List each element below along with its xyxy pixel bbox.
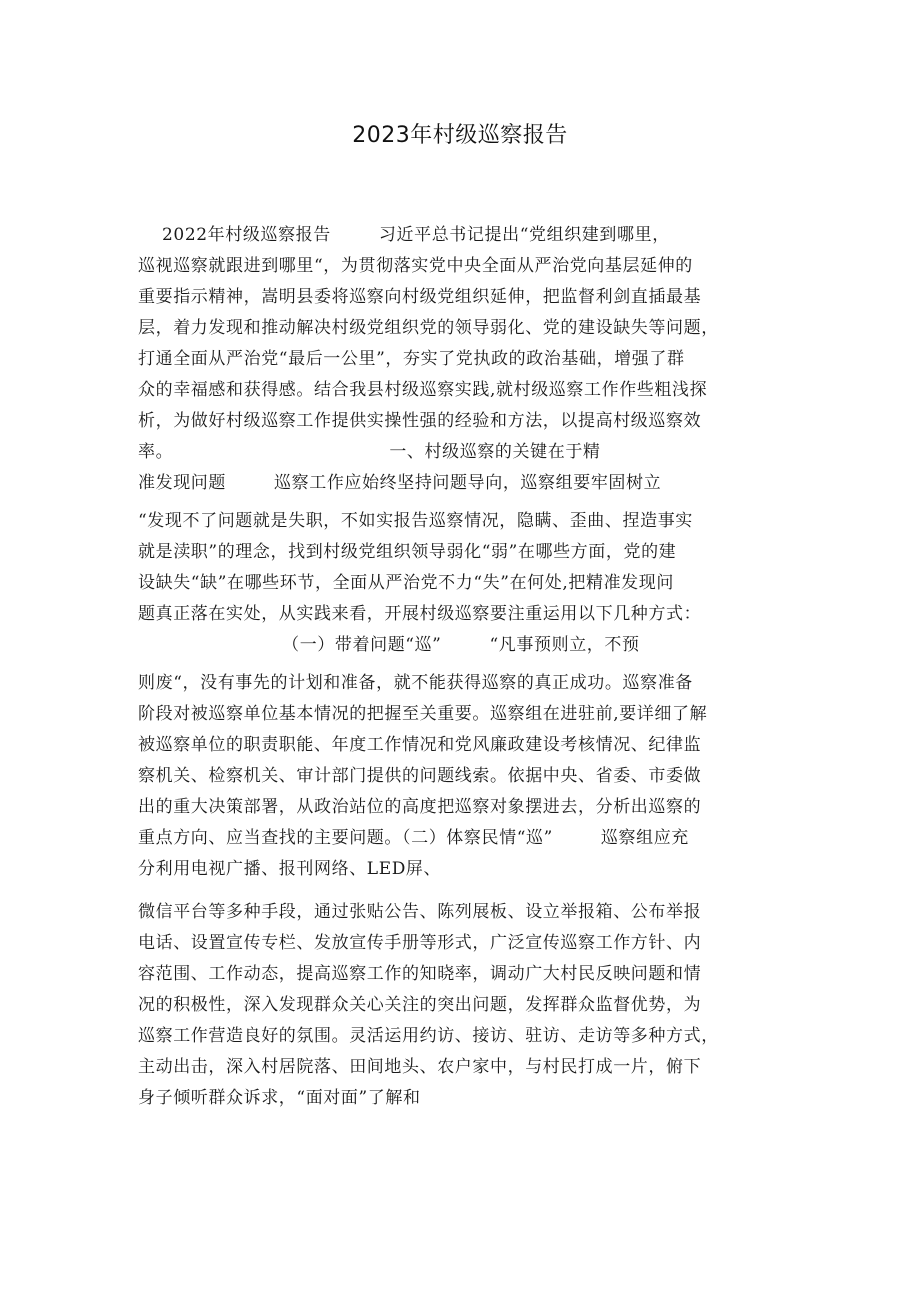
body-line: 率。 一、村级巡察的关键在于精 <box>138 442 601 462</box>
document-title: 2023年村级巡察报告 <box>352 123 568 148</box>
document-body <box>138 220 788 1114</box>
body-line: 巡察工作营造良好的氛围。灵活运用约访、接访、驻访、走访等多种方式， <box>138 1026 719 1046</box>
body-line: 重要指示精神，嵩明县委将巡察向村级党组织延伸，把监督利剑直插最基 <box>138 287 702 307</box>
body-line: 析，为做好村级巡察工作提供实操性强的经验和方法，以提高村级巡察效 <box>138 411 702 431</box>
body-line: 被巡察单位的职责职能、年度工作情况和党风廉政建设考核情况、纪律监 <box>138 735 702 755</box>
body-line: 就是渎职”的理念，找到村级党组织领导弱化“弱”在哪些方面，党的建 <box>138 542 677 562</box>
body-line: 微信平台等多种手段，通过张贴公告、陈列展板、设立举报箱、公布举报 <box>138 902 702 922</box>
body-line: 电话、设置宣传专栏、发放宣传手册等形式，广泛宣传巡察工作方针、内 <box>138 933 702 953</box>
body-line: 则废“，没有事先的计划和准备，就不能获得巡察的真正成功。巡察准备 <box>138 673 693 693</box>
body-line: 重点方向、应当查找的主要问题。（二）体察民情“巡” 巡察组应充 <box>138 828 689 848</box>
body-line: 容范围、工作动态，提高巡察工作的知晓率，调动广大村民反映问题和情 <box>138 964 702 984</box>
body-line: 准发现问题 巡察工作应始终坚持问题导向，巡察组要牢固树立 <box>138 473 662 493</box>
body-line: 身子倾听群众诉求，“面对面”了解和 <box>138 1088 421 1108</box>
body-line: 巡视巡察就跟进到哪里“，为贯彻落实党中央全面从严治党向基层延伸的 <box>138 256 693 276</box>
body-line: 察机关、检察机关、审计部门提供的问题线索。依据中央、省委、市委做 <box>138 766 702 786</box>
body-line: 题真正落在实处，从实践来看，开展村级巡察要注重运用以下几种方式： <box>138 604 702 624</box>
body-line: （一）带着问题“巡” “凡事预则立，不预 <box>138 635 640 655</box>
body-line: 出的重大决策部署，从政治站位的高度把巡察对象摆进去，分析出巡察的 <box>138 797 702 817</box>
body-line: “发现不了问题就是失职，不如实报告巡察情况，隐瞒、歪曲、捏造事实 <box>138 511 693 531</box>
body-line: 阶段对被巡察单位基本情况的把握至关重要。巡察组在进驻前,要详细了解 <box>138 704 708 724</box>
body-line: 况的积极性，深入发现群众关心关注的突出问题，发挥群众监督优势，为 <box>138 995 702 1015</box>
body-line: 设缺失“缺”在哪些环节，全面从严治党不力“失”在何处,把精准发现问 <box>138 573 674 593</box>
body-line: 层，着力发现和推动解决村级党组织党的领导弱化、党的建设缺失等问题， <box>138 318 719 338</box>
body-line: 打通全面从严治党“最后一公里”，夯实了党执政的政治基础，增强了群 <box>138 349 685 369</box>
body-line: 2022年村级巡察报告 习近平总书记提出“党组织建到哪里， <box>138 225 670 245</box>
body-line: 分利用电视广播、报刊网络、LED屏、 <box>138 859 442 879</box>
body-line: 主动出击，深入村居院落、田间地头、农户家中，与村民打成一片，俯下 <box>138 1057 702 1077</box>
body-line: 众的幸福感和获得感。结合我县村级巡察实践,就村级巡察工作作些粗浅探 <box>138 380 708 400</box>
